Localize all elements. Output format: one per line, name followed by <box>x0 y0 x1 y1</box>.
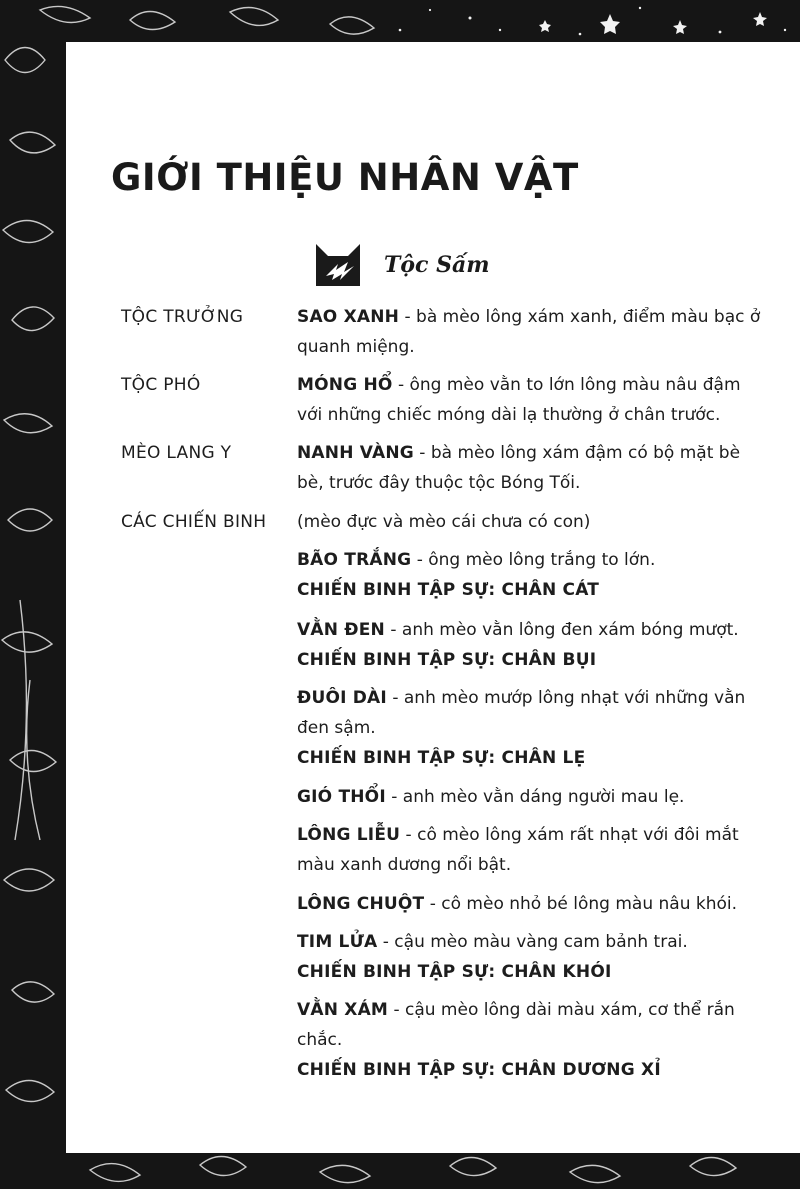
apprentice-line: CHIẾN BINH TẬP SỰ: CHÂN CÁT <box>297 580 600 600</box>
clan-name: Tộc Sấm <box>384 252 490 278</box>
warrior-entry <box>297 545 767 605</box>
warrior-entry <box>297 995 767 1085</box>
warrior-entry <box>297 820 767 880</box>
role-label-warriors: CÁC CHIẾN BINH <box>121 512 267 532</box>
apprentice-line: CHIẾN BINH TẬP SỰ: CHÂN LẸ <box>297 748 586 768</box>
character-name: LÔNG CHUỘT <box>297 894 425 914</box>
character-description: - anh mèo vằn lông đen xám bóng mượt. <box>384 620 739 640</box>
role-label-leader: TỘC TRƯỞNG <box>121 307 244 327</box>
role-label-medicine-cat: MÈO LANG Y <box>121 443 232 463</box>
character-name: SAO XANH <box>297 307 400 327</box>
warrior-entry <box>297 615 767 675</box>
clan-header <box>314 240 490 290</box>
warrior-entry <box>297 683 767 773</box>
character-description: - cô mèo lông xám rất nhạt với đôi mắt màu xanh dương nổi bật. <box>297 825 739 875</box>
thunderclan-emblem-icon <box>314 242 362 288</box>
character-description: - bà mèo lông xám xanh, điểm màu bạc ở quanh miệng. <box>297 307 761 357</box>
character-name: TIM LỬA <box>297 932 378 952</box>
character-description: - anh mèo vằn dáng người mau lẹ. <box>385 787 685 807</box>
character-description: - cô mèo nhỏ bé lông màu nâu khói. <box>424 894 738 914</box>
character-description: - cậu mèo lông dài màu xám, cơ thể rắn chắc. <box>297 1000 735 1050</box>
character-description: - anh mèo mướp lông nhạt với những vằn đen sậm. <box>297 688 746 738</box>
character-name: NANH VÀNG <box>297 443 414 463</box>
character-name: VẰN XÁM <box>297 1000 389 1020</box>
apprentice-line: CHIẾN BINH TẬP SỰ: CHÂN BỤI <box>297 650 597 670</box>
character-name: LÔNG LIỄU <box>297 825 401 845</box>
warrior-entry <box>297 927 767 987</box>
character-name: MÓNG HỔ <box>297 375 393 395</box>
character-entry-leader <box>297 302 767 362</box>
apprentice-line: CHIẾN BINH TẬP SỰ: CHÂN KHÓI <box>297 962 612 982</box>
character-name: GIÓ THỔI <box>297 787 386 807</box>
warrior-entry <box>297 889 767 919</box>
character-entry-medicine-cat <box>297 438 767 498</box>
character-description: - ông mèo lông trắng to lớn. <box>411 550 656 570</box>
character-entry-deputy <box>297 370 767 430</box>
character-description: - bà mèo lông xám đậm có bộ mặt bè bè, trước đây thuộc tộc Bóng Tối. <box>297 443 741 493</box>
character-description: - cậu mèo màu vàng cam bảnh trai. <box>377 932 688 952</box>
character-name: ĐUÔI DÀI <box>297 688 387 708</box>
character-name: BÃO TRẮNG <box>297 550 412 570</box>
apprentice-line: CHIẾN BINH TẬP SỰ: CHÂN DƯƠNG XỈ <box>297 1060 661 1080</box>
role-label-deputy: TỘC PHÓ <box>121 375 201 395</box>
character-name: VẰN ĐEN <box>297 620 385 640</box>
character-description: - ông mèo vằn to lớn lông màu nâu đậm với những chiếc móng dài lạ thường ở chân trước. <box>297 375 741 425</box>
warriors-note: (mèo đực và mèo cái chưa có con) <box>297 512 591 532</box>
page-title: GIỚI THIỆU NHÂN VẬT <box>111 156 579 199</box>
warrior-entry <box>297 782 767 812</box>
